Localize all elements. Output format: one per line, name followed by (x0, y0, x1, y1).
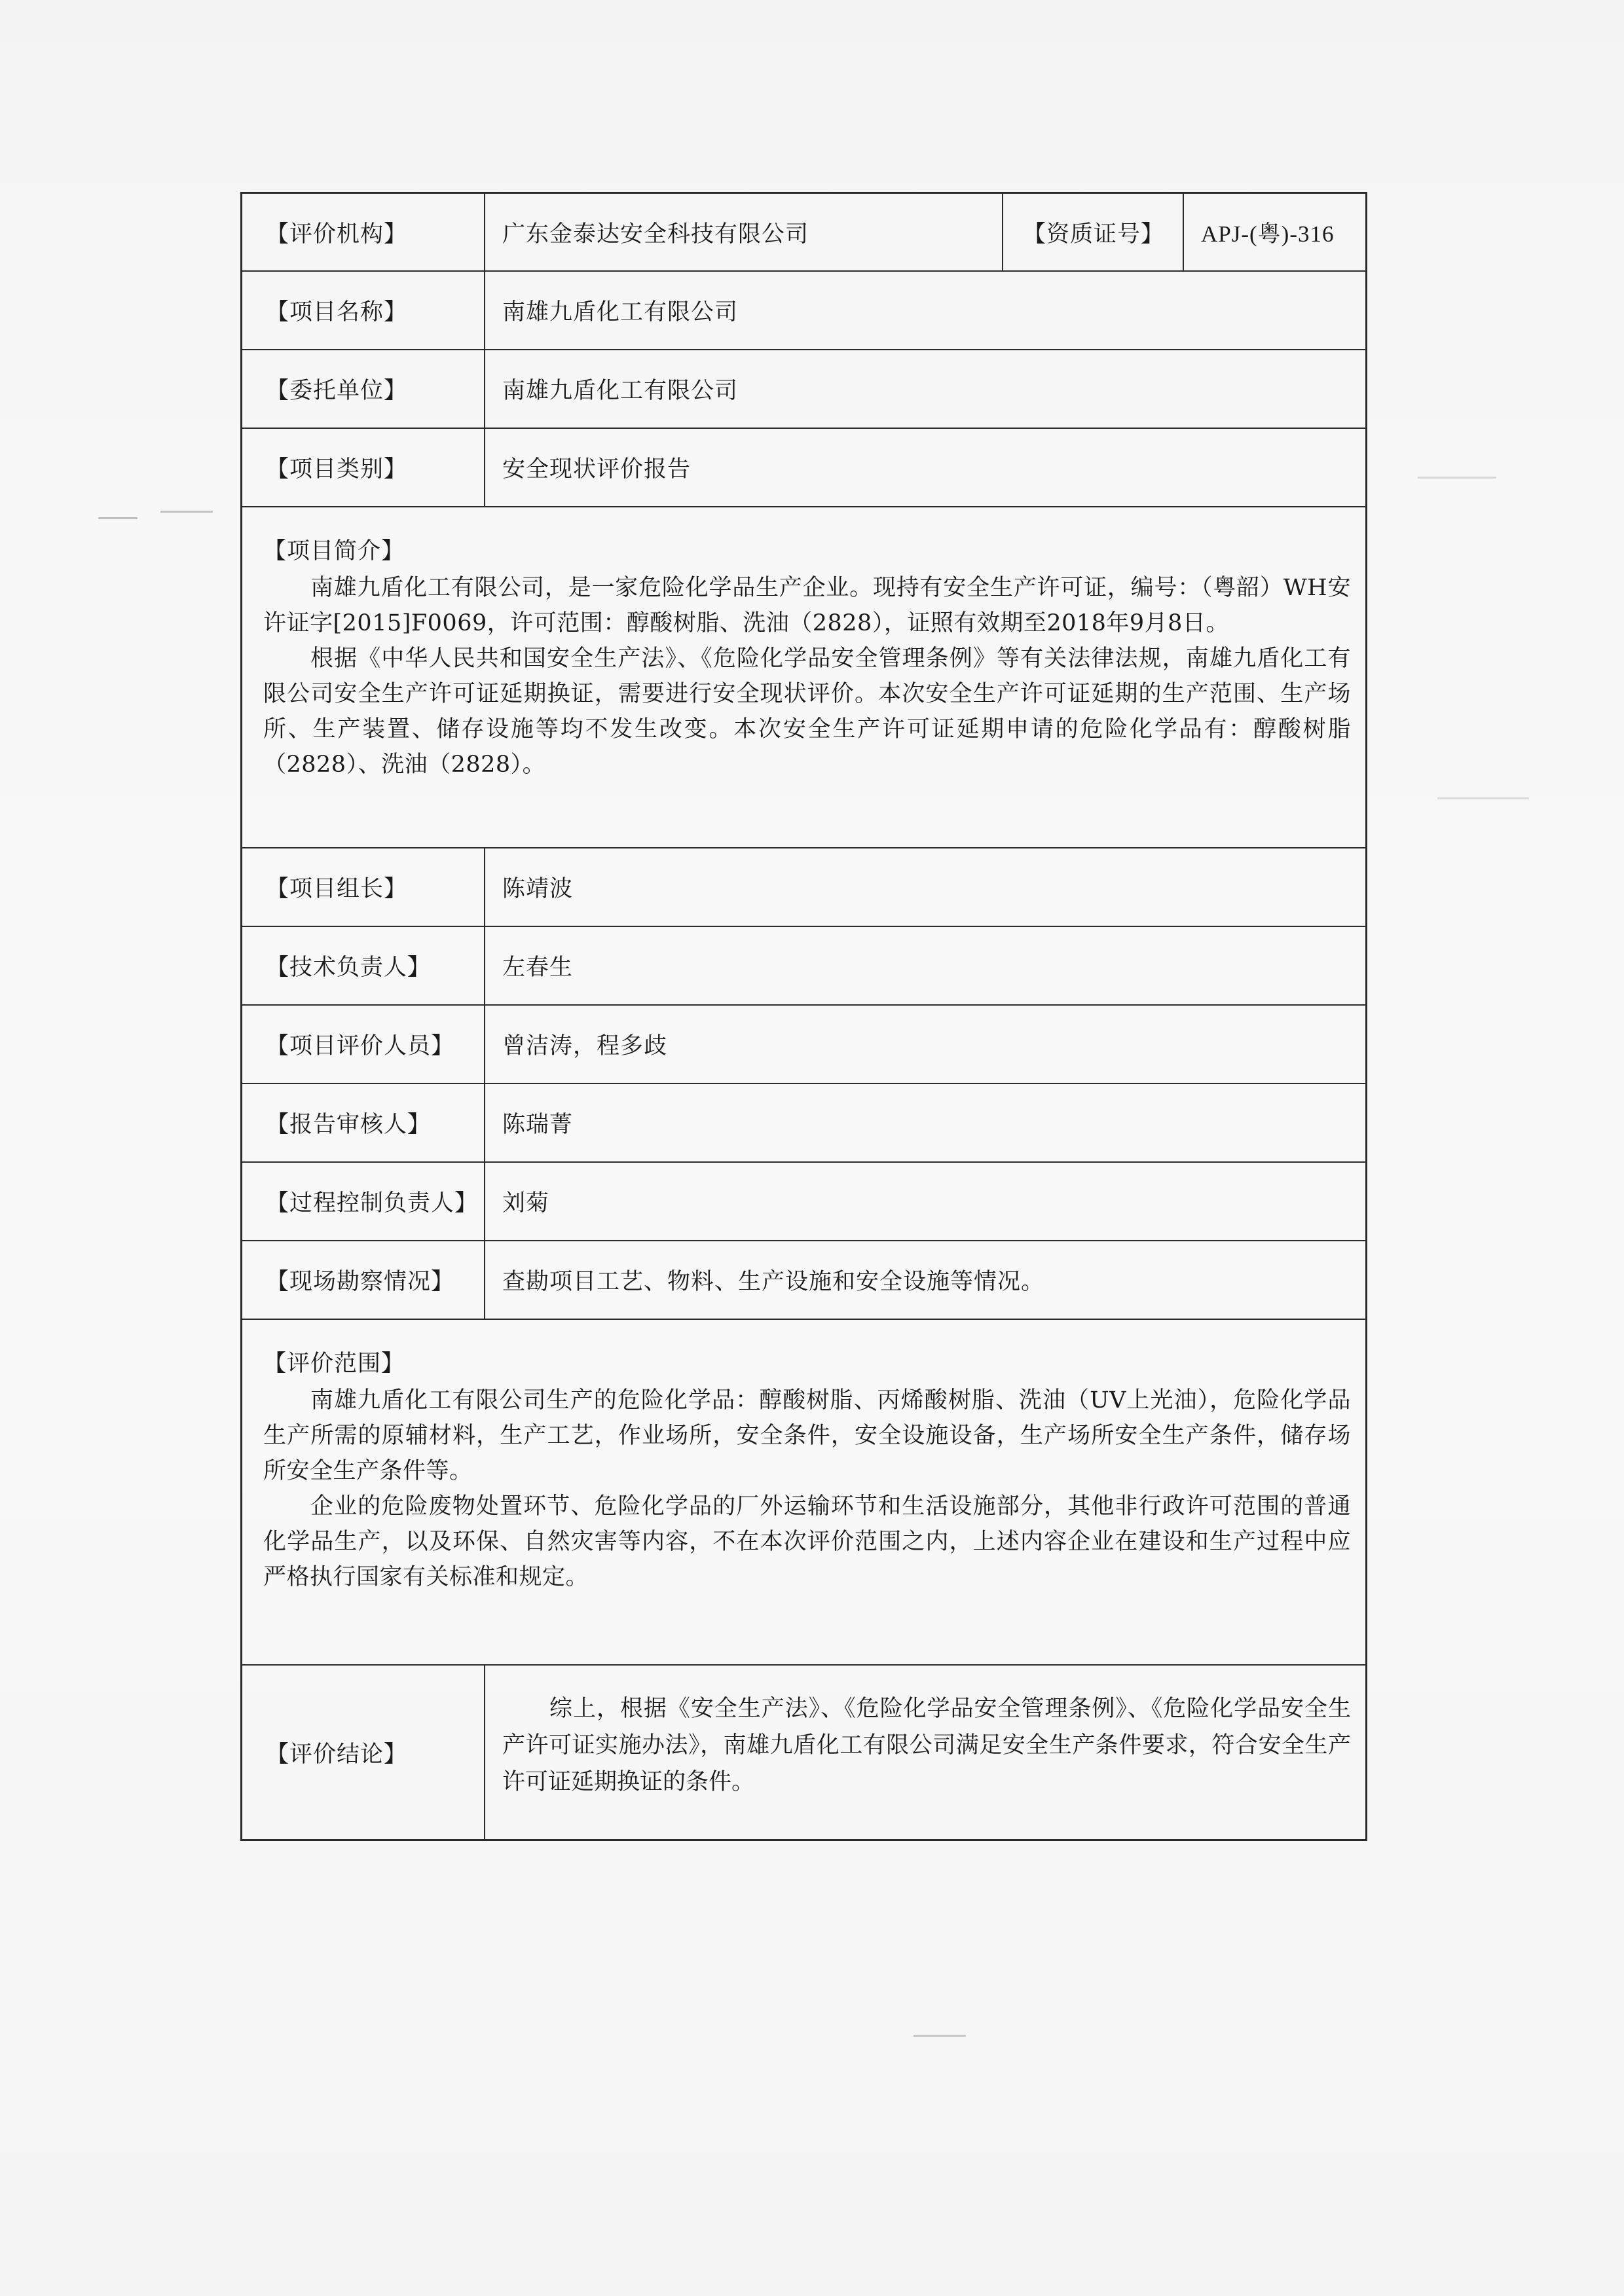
process-label: 【过程控制负责人】 (242, 1163, 485, 1240)
leader-label: 【项目组长】 (242, 848, 485, 926)
tech-label: 【技术负责人】 (242, 927, 485, 1004)
project-name-label: 【项目名称】 (242, 272, 485, 349)
org-value: 广东金泰达安全科技有限公司 (485, 194, 1003, 270)
scope-paragraph: 企业的危险废物处置环节、危险化学品的厂外运输环节和生活设施部分，其他非行政许可范围的普通化学品生产，以及环保、自然灾害等内容，不在本次评价范围之内，上述内容企业在建设和生产过程中应严格执行国家有关标准和规定。 (263, 1493, 1351, 1590)
conclusion-label: 【评价结论】 (242, 1666, 485, 1839)
conclusion-paragraph: 综上，根据《安全生产法》、《危险化学品安全管理条例》、《危险化学品安全生产许可证实施办法》，南雄九盾化工有限公司满足安全生产条件要求，符合安全生产许可证延期换证的条件。 (502, 1696, 1351, 1795)
category-label: 【项目类别】 (242, 429, 485, 506)
tech-value: 左春生 (502, 955, 574, 981)
project-name-value: 南雄九盾化工有限公司 (502, 299, 739, 325)
category-value: 安全现状评价报告 (502, 456, 692, 483)
evaluators-label: 【项目评价人员】 (242, 1006, 485, 1083)
row-category (242, 429, 1365, 507)
reviewer-label: 【报告审核人】 (242, 1084, 485, 1161)
reviewer-value: 陈瑞菁 (502, 1112, 574, 1138)
scan-mark (1418, 477, 1496, 479)
row-reviewer (242, 1084, 1365, 1163)
cert-value: APJ-(粤)-316 (1201, 221, 1335, 247)
client-value: 南雄九盾化工有限公司 (502, 378, 739, 404)
evaluators-value: 曾洁涛，程多歧 (502, 1033, 668, 1059)
row-organization (242, 194, 1365, 272)
org-label: 【评价机构】 (242, 194, 485, 270)
leader-value: 陈靖波 (502, 876, 574, 902)
intro-paragraph: 根据《中华人民共和国安全生产法》、《危险化学品安全管理条例》等有关法律法规，南雄九盾化工有限公司安全生产许可证延期换证，需要进行安全现状评价。本次安全生产许可证延期的生产范围、生产场所、生产装置、储存设施等均不发生改变。本次安全生产许可证延期申请的危险化学品有：醇酸树脂（2828）、洗油（2828）。 (263, 646, 1351, 778)
row-conclusion (242, 1666, 1365, 1839)
conclusion-text (485, 1666, 1365, 1839)
scope-heading: 【评价范围】 (263, 1351, 405, 1377)
survey-value: 查勘项目工艺、物料、生产设施和安全设施等情况。 (502, 1269, 1045, 1295)
scope-paragraph: 南雄九盾化工有限公司生产的危险化学品：醇酸树脂、丙烯酸树脂、洗油（UV上光油），危险化学品生产所需的原辅材料，生产工艺，作业场所，安全条件，安全设施设备，生产场所安全生产条件，储存场所安全生产条件等。 (263, 1387, 1351, 1484)
row-project-leader (242, 848, 1365, 927)
evaluation-form-table (240, 192, 1367, 1841)
process-value: 刘菊 (502, 1190, 550, 1216)
row-project-name (242, 272, 1365, 350)
client-label: 【委托单位】 (242, 350, 485, 428)
row-client (242, 350, 1365, 429)
row-site-survey (242, 1241, 1365, 1320)
row-technical-lead (242, 927, 1365, 1006)
evaluation-scope-block (242, 1320, 1365, 1666)
cert-label: 【资质证号】 (1007, 194, 1184, 270)
intro-heading: 【项目简介】 (263, 538, 405, 564)
scan-mark (913, 2035, 966, 2037)
scan-mark (1437, 797, 1529, 799)
row-evaluators (242, 1006, 1365, 1084)
scan-mark (160, 511, 213, 513)
intro-paragraph: 南雄九盾化工有限公司，是一家危险化学品生产企业。现持有安全生产许可证，编号：（粤韶）WH安许证字[2015]F0069，许可范围：醇酸树脂、洗油（2828），证照有效期至2018年9月8日。 (263, 575, 1351, 636)
scan-mark (98, 517, 138, 519)
row-process-control (242, 1163, 1365, 1241)
project-intro-block (242, 507, 1365, 848)
survey-label: 【现场勘察情况】 (242, 1241, 485, 1319)
